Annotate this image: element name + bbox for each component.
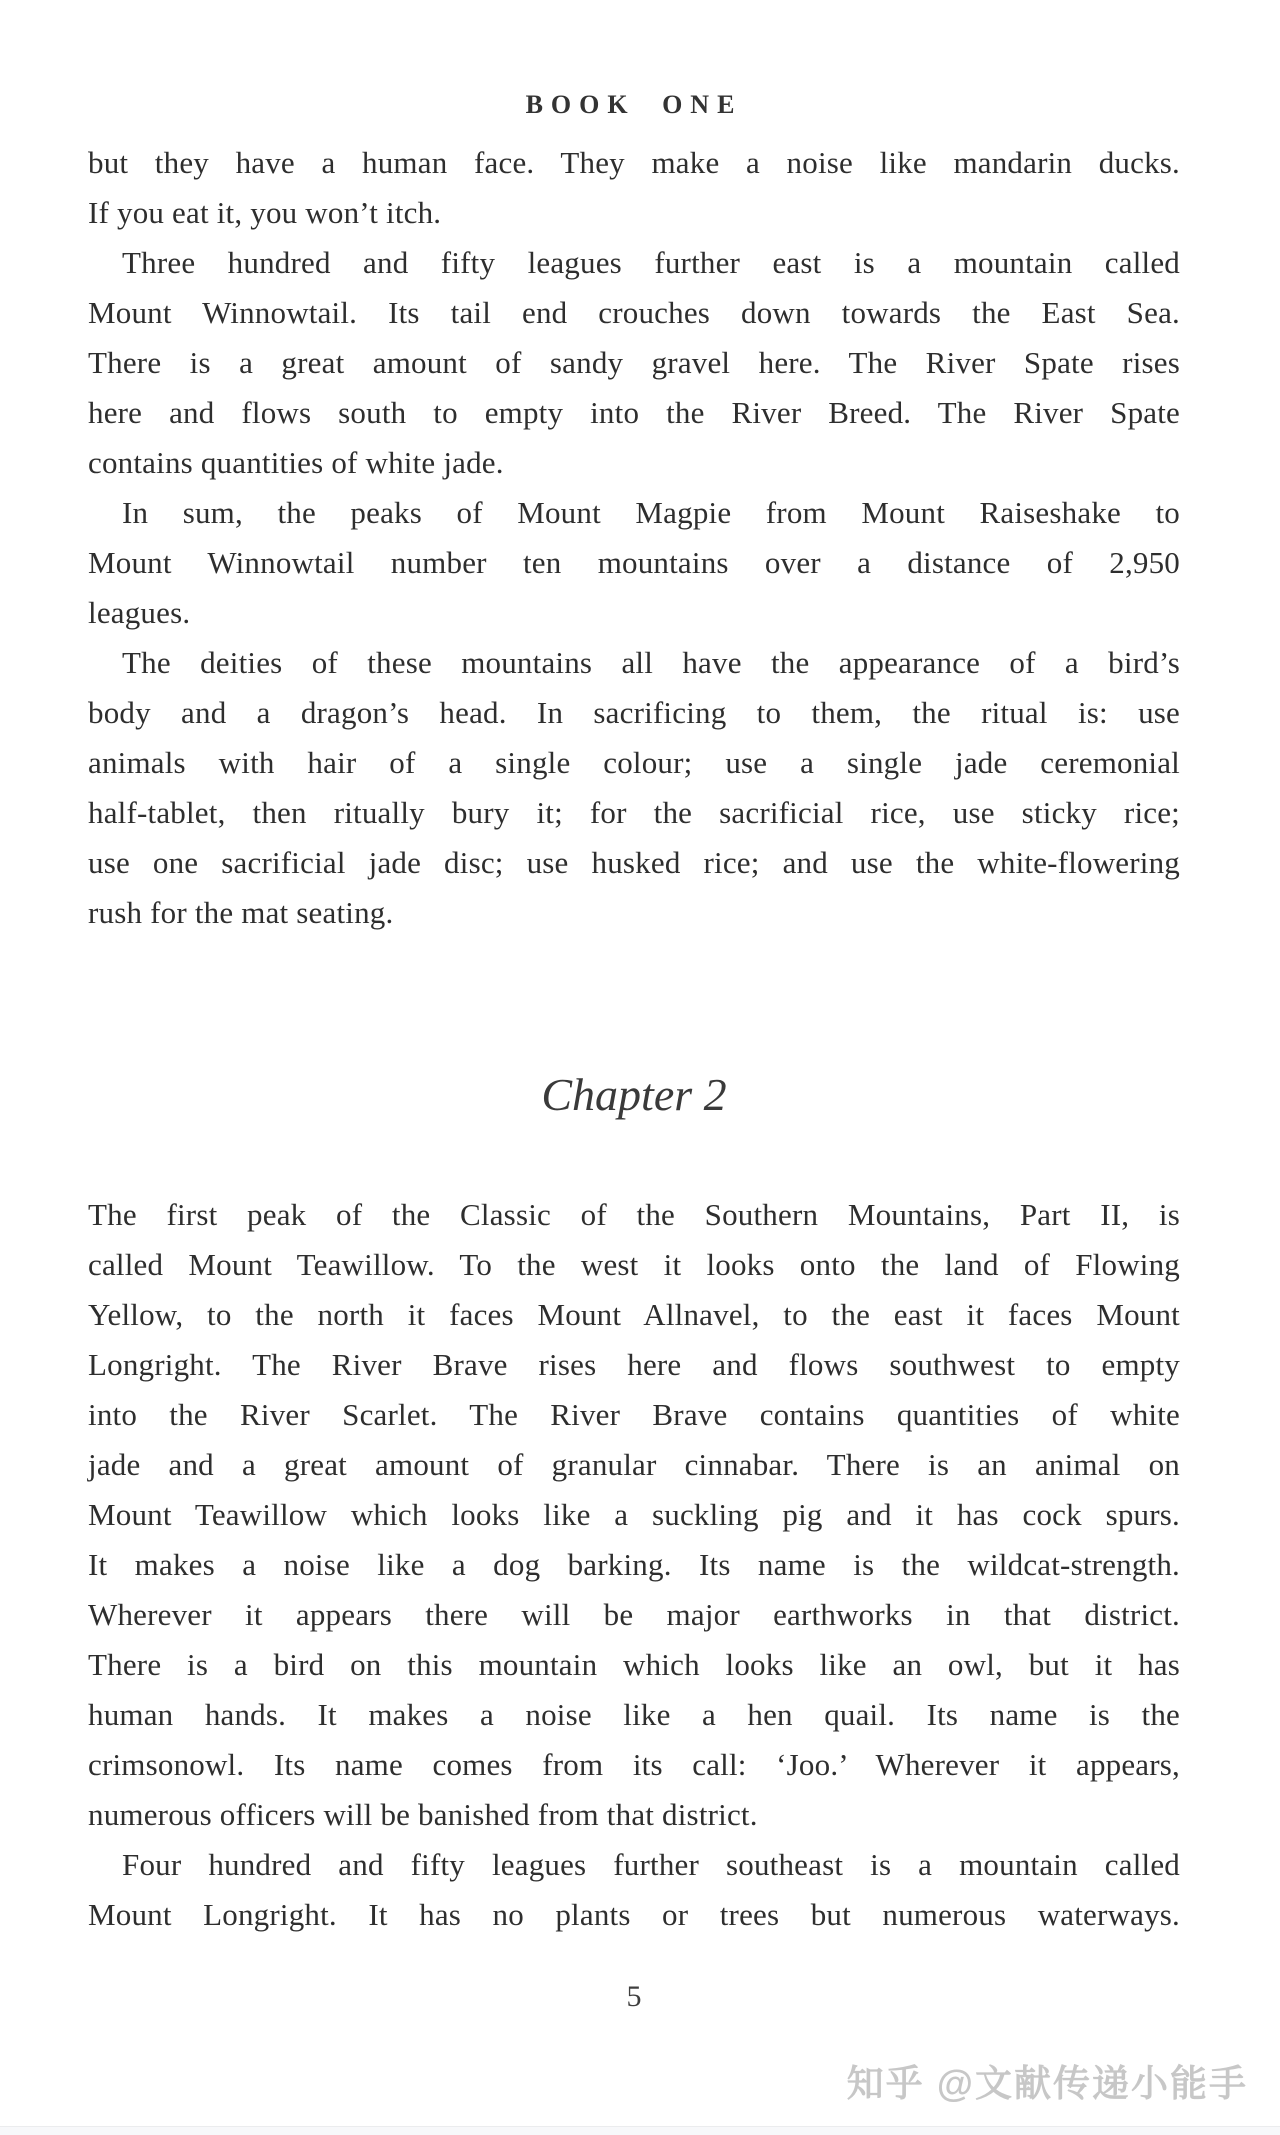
paragraph bbox=[88, 1190, 1180, 1840]
text-line: animals with hair of a single colour; use a single jade ceremonial bbox=[88, 745, 1180, 780]
text-line: contains quantities of white jade. bbox=[88, 445, 504, 480]
text-line: into the River Scarlet. The River Brave contains quantities of white bbox=[88, 1397, 1180, 1432]
text-line: It makes a noise like a dog barking. Its name is the wildcat-strength. bbox=[88, 1547, 1180, 1582]
text-line: use one sacrificial jade disc; use husked rice; and use the white-flowering bbox=[88, 845, 1180, 880]
text-line: called Mount Teawillow. To the west it looks onto the land of Flowing bbox=[88, 1247, 1180, 1282]
page-number: 5 bbox=[626, 1980, 642, 2013]
text-line: In sum, the peaks of Mount Magpie from Mount Raiseshake to bbox=[122, 495, 1180, 530]
running-header: BOOK ONE bbox=[525, 90, 743, 119]
text-line: Wherever it appears there will be major earthworks in that district. bbox=[88, 1597, 1180, 1632]
text-line: There is a bird on this mountain which looks like an owl, but it has bbox=[88, 1647, 1180, 1682]
text-line: If you eat it, you won’t itch. bbox=[88, 195, 442, 230]
text-line: There is a great amount of sandy gravel here. The River Spate rises bbox=[88, 345, 1180, 380]
text-line: rush for the mat seating. bbox=[88, 895, 394, 930]
watermark: 知乎 @文献传递小能手 bbox=[846, 2063, 1248, 2104]
paragraph bbox=[88, 488, 1180, 638]
text-line: crimsonowl. Its name comes from its call: ‘Joo.’ Wherever it appears, bbox=[88, 1747, 1180, 1782]
text-line: Four hundred and fifty leagues further southeast is a mountain called bbox=[122, 1847, 1180, 1882]
body-text-section-chapter2 bbox=[88, 1190, 1180, 1940]
bottom-edge-divider bbox=[0, 2126, 1280, 2135]
text-line: half-tablet, then ritually bury it; for the sacrificial rice, use sticky rice; bbox=[88, 795, 1180, 830]
text-line: here and flows south to empty into the River Breed. The River Spate bbox=[88, 395, 1180, 430]
text-line: Mount Winnowtail. Its tail end crouches down towards the East Sea. bbox=[88, 295, 1180, 330]
paragraph bbox=[88, 1840, 1180, 1940]
text-line: Mount Teawillow which looks like a suckling pig and it has cock spurs. bbox=[88, 1497, 1180, 1532]
text-line: numerous officers will be banished from that district. bbox=[88, 1797, 758, 1832]
text-line: body and a dragon’s head. In sacrificing to them, the ritual is: use bbox=[88, 695, 1180, 730]
text-line: Mount Longright. It has no plants or trees but numerous waterways. bbox=[88, 1897, 1180, 1932]
text-line: The deities of these mountains all have the appearance of a bird’s bbox=[122, 645, 1180, 680]
text-line: Yellow, to the north it faces Mount Allnavel, to the east it faces Mount bbox=[88, 1297, 1180, 1332]
text-line: The first peak of the Classic of the Southern Mountains, Part II, is bbox=[88, 1197, 1180, 1232]
text-line: human hands. It makes a noise like a hen quail. Its name is the bbox=[88, 1697, 1180, 1732]
text-line: jade and a great amount of granular cinnabar. There is an animal on bbox=[88, 1447, 1180, 1482]
text-line: Mount Winnowtail number ten mountains over a distance of 2,950 bbox=[88, 545, 1180, 580]
text-line: leagues. bbox=[88, 595, 191, 630]
paragraph bbox=[88, 138, 1180, 238]
text-line: but they have a human face. They make a noise like mandarin ducks. bbox=[88, 145, 1180, 180]
paragraph bbox=[88, 638, 1180, 938]
text-line: Longright. The River Brave rises here and flows southwest to empty bbox=[88, 1347, 1180, 1382]
text-line: Three hundred and fifty leagues further east is a mountain called bbox=[122, 245, 1180, 280]
paragraph bbox=[88, 238, 1180, 488]
chapter-heading: Chapter 2 bbox=[541, 1069, 727, 1120]
body-text-section-top bbox=[88, 138, 1180, 938]
